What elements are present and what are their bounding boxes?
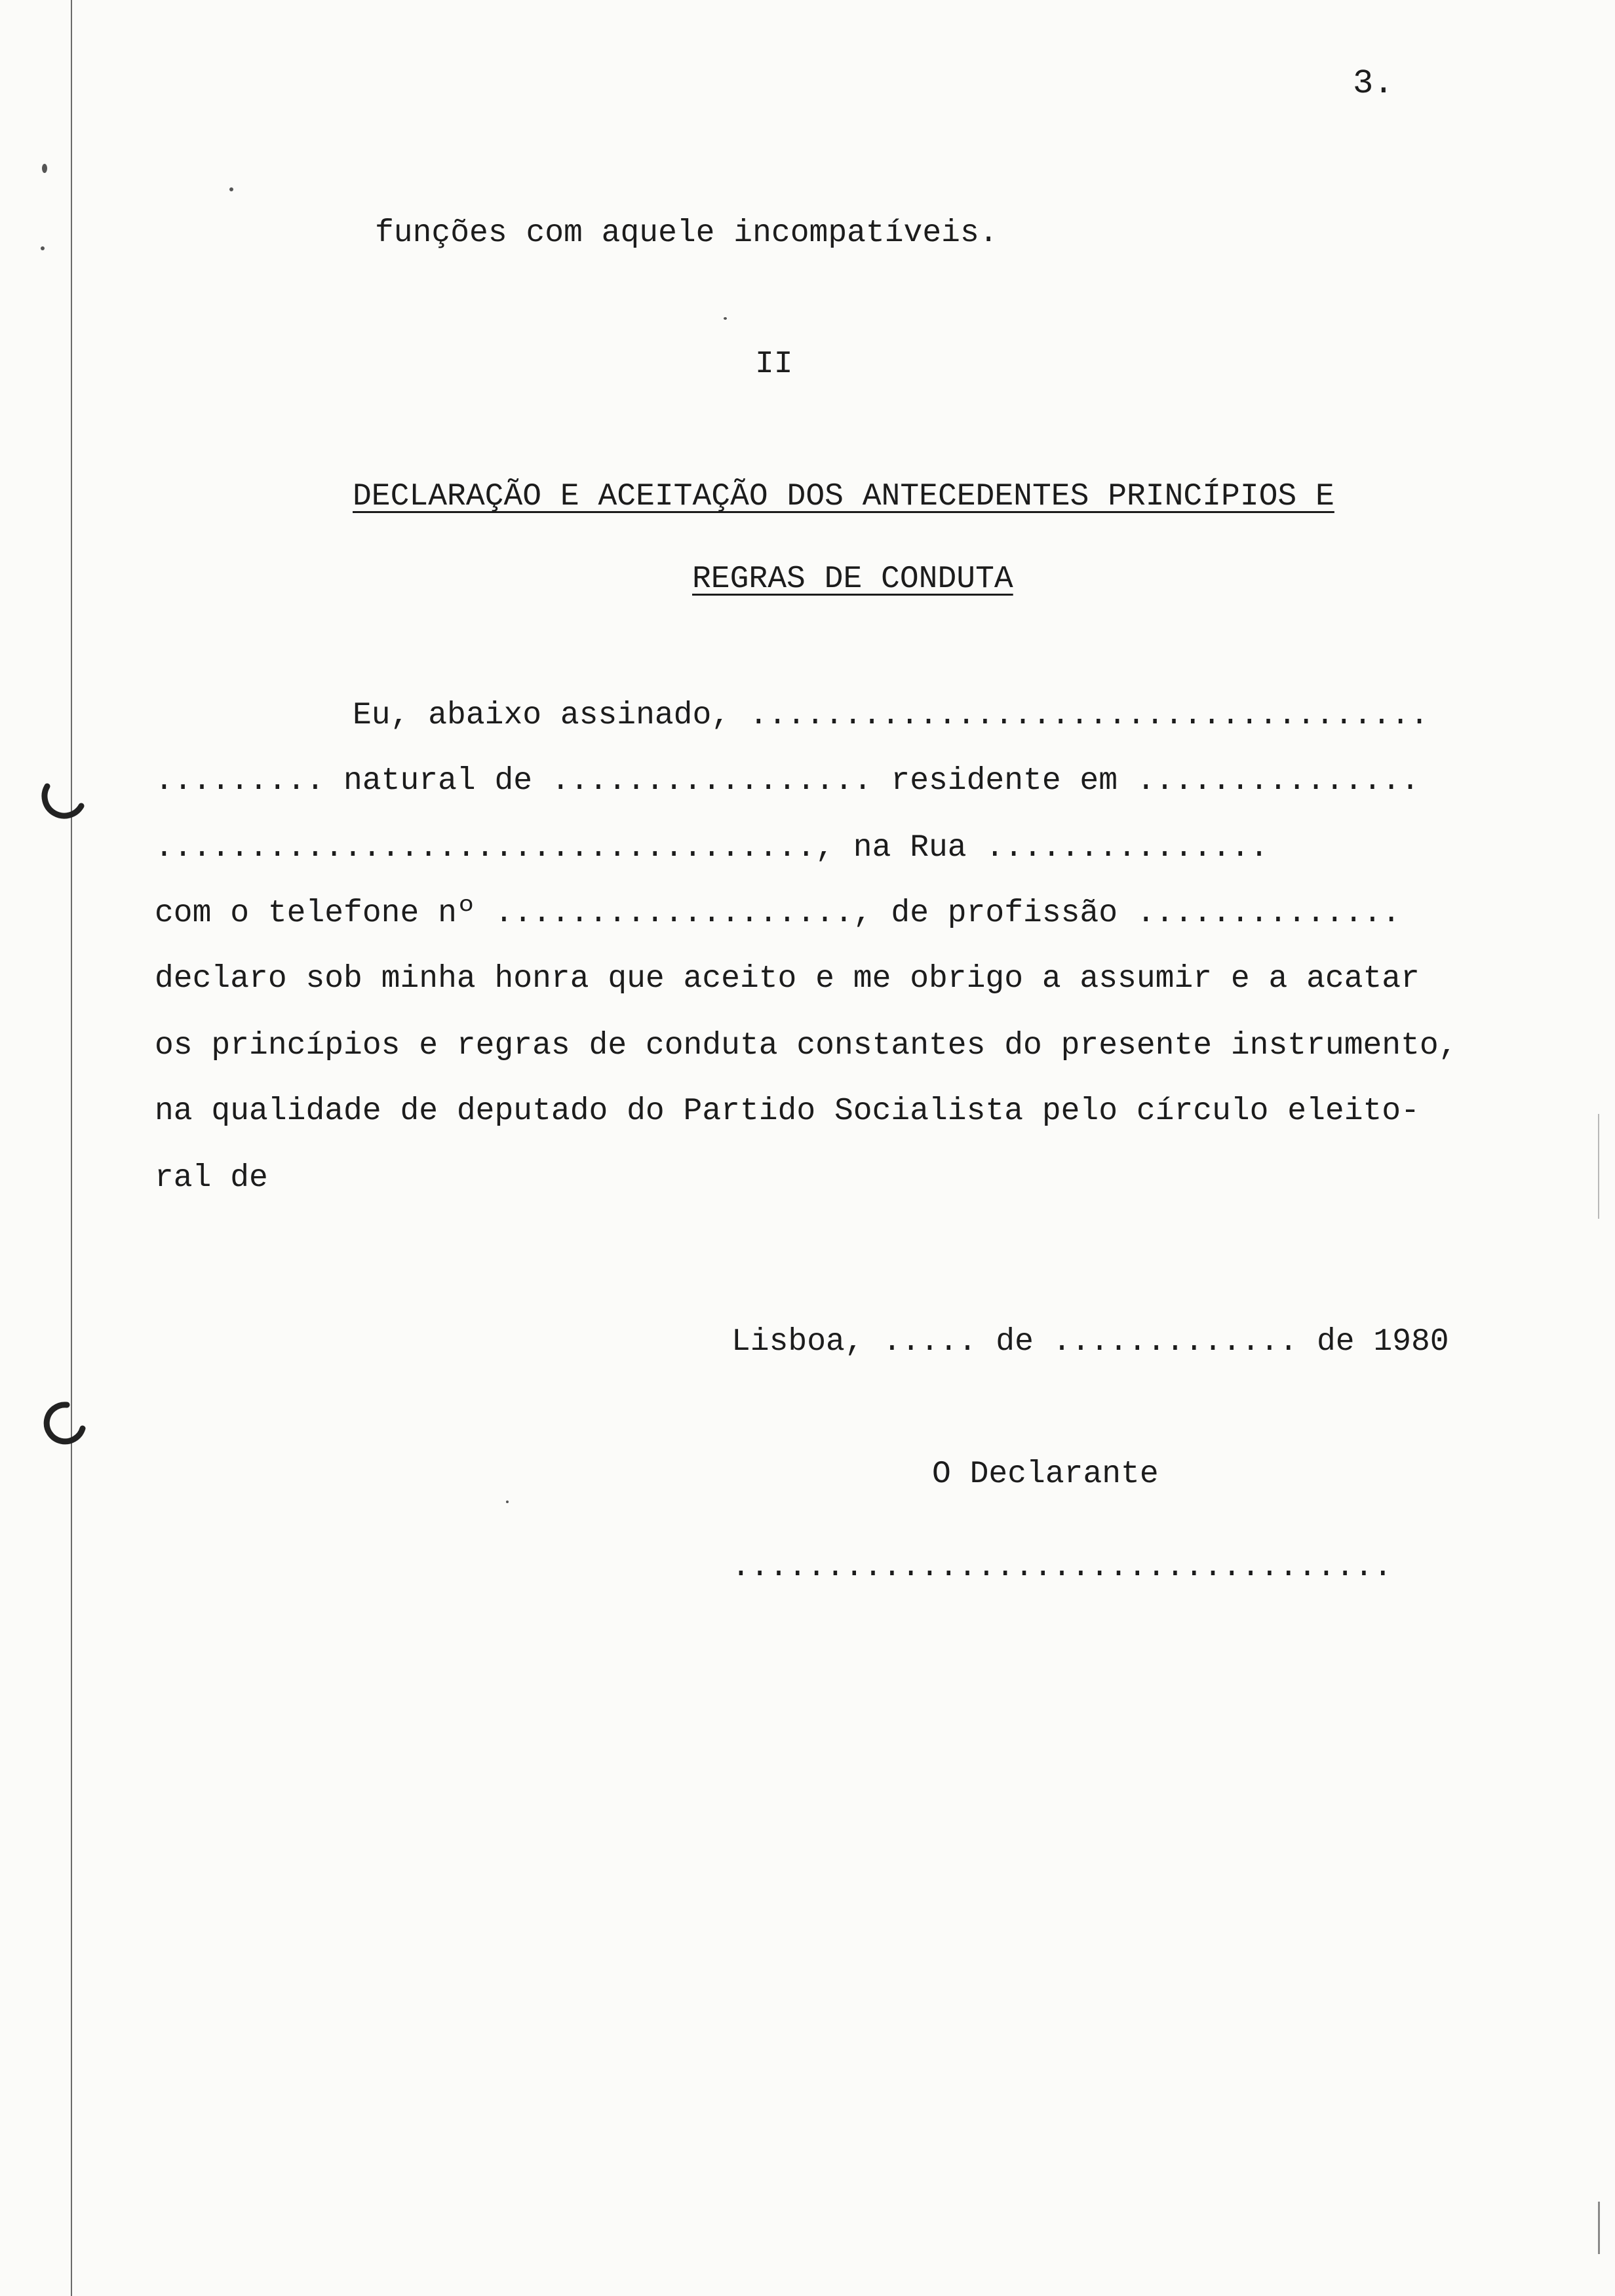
declaration-line-7: na qualidade de deputado do Partido Socialista pelo círculo eleito-	[155, 1094, 1420, 1129]
place-date-line: Lisboa, ..... de ............. de 1980	[731, 1324, 1449, 1360]
scan-speck	[506, 1501, 509, 1503]
scan-speck	[229, 187, 233, 191]
scan-speck	[41, 246, 45, 250]
page-number: 3.	[1353, 64, 1394, 103]
declaration-line-6: os princípios e regras de conduta constantes do presente instrumento,	[155, 1028, 1458, 1063]
scan-speck	[724, 317, 727, 320]
section-title-line-2: REGRAS DE CONDUTA	[692, 562, 1013, 597]
page-edge-mark	[1598, 1114, 1599, 1219]
punch-hole-icon	[41, 777, 89, 826]
scan-speck	[42, 164, 47, 173]
binder-margin-line	[71, 0, 72, 2296]
declaration-line-5: declaro sob minha honra que aceito e me obrigo a assumir e a acatar	[155, 961, 1420, 997]
signature-label: O Declarante	[932, 1457, 1159, 1492]
section-title-line-1: DECLARAÇÃO E ACEITAÇÃO DOS ANTECEDENTES PRINCÍPIOS E	[353, 479, 1334, 514]
punch-hole-icon	[41, 1400, 89, 1448]
declaration-line-4: com o telefone nº ..................., de profissão ..............	[155, 896, 1401, 931]
declaration-line-2: ......... natural de ................. residente em ...............	[155, 763, 1420, 799]
declaration-line-1: Eu, abaixo assinado, ....................................	[353, 698, 1429, 733]
declaration-line-8: ral de	[155, 1160, 268, 1196]
page-edge-mark	[1598, 2202, 1600, 2254]
declaration-line-3: ..................................., na Rua ...............	[155, 830, 1269, 866]
signature-line: ...................................	[731, 1550, 1393, 1585]
section-numeral: II	[755, 347, 793, 382]
carry-over-line: funções com aquele incompatíveis.	[375, 216, 998, 251]
